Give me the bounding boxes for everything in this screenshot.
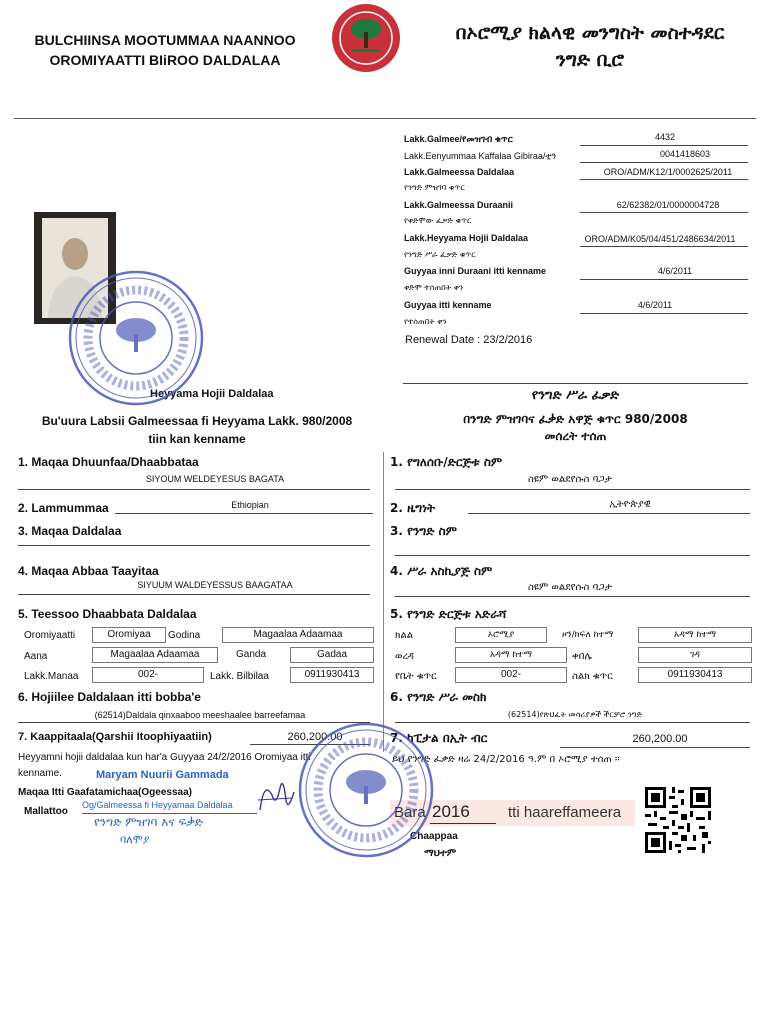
renewal-year-line [430, 823, 496, 824]
field5-am-label: 5. የንግድ ድርጅቱ አድራሻ [390, 607, 507, 621]
addr-house-label: Lakk.Manaa [24, 671, 79, 682]
officer-title-am1: የንግድ ምዝገባ እና ፍቃድ [94, 815, 203, 829]
field7-label: 7. Kaappitaala(Qarshii Itoophiyaatiin) [18, 731, 212, 743]
issue-statement-line1: Heyyamni hojii daldalaa kun har'a Guyyaa 24/2/2016 Oromiyaa itti [18, 752, 311, 763]
am-house-label: የቤት ቁጥር [395, 671, 437, 682]
qr-code [642, 784, 714, 856]
addr-ganda-label: Ganda [236, 649, 267, 660]
field7-am-label: 7. ካፒታል በኢት ብር [390, 731, 488, 745]
oromia-emblem-logo [330, 2, 402, 74]
issue-date-line [580, 313, 748, 314]
header-right [420, 20, 760, 74]
am-zone-label: ዞን/ክፍለ ከተማ [562, 630, 614, 640]
am-region-value: ኦሮሚያ [455, 627, 547, 643]
field3-label: 3. Maqaa Daldalaa [18, 524, 122, 538]
reg-number-value: 4432 [654, 132, 676, 142]
field6-am-label: 6. የንግድ ሥራ መስክ [390, 690, 487, 704]
field2-value: Ethiopian [231, 500, 269, 510]
first-issue-date-label: Guyyaa inni Duraani itti kenname [404, 266, 547, 276]
renewal-suffix: tti haareffameera [508, 804, 622, 821]
license-number-line [580, 246, 748, 247]
field5-label: 5. Teessoo Dhaabbata Daldalaa [18, 607, 197, 621]
field4-am-value: ስዩም ወልደየሱስ ባጋታ [528, 582, 612, 593]
field2-am-line [468, 513, 750, 514]
officer-title-am2: ባለሞያ [120, 833, 150, 846]
am-kebele-label: ቀበሌ [572, 651, 592, 662]
official-seal-stamp-bottom [296, 720, 436, 860]
issue-date-am-label: የተሰጠበት ቀን [404, 317, 447, 326]
issue-date-value: 4/6/2011 [637, 300, 673, 310]
reg-number-label: Lakk.Galmee/የመዝገብ ቁጥር [404, 134, 513, 144]
header-left-line2: OROMIYAATTI BIiROO DALDALAA [49, 52, 281, 68]
field1-am-label: 1. የግለሰቡ/ድርጅቱ ስም [390, 455, 503, 469]
header-right-line1: በኦሮሚያ ክልላዊ መንግስት መስተዳደር [455, 22, 725, 44]
field1-am-value: ስዩም ወልደየሱስ ባጋታ [528, 474, 612, 485]
renewal-date-label: Renewal Date : [405, 334, 481, 346]
addr-oromiyaatti-label: Oromiyaatti [24, 630, 76, 641]
right-title: የንግድ ሥራ ፈቃድ [531, 388, 620, 403]
am-woreda-value: አዳማ ከተማ [455, 647, 567, 663]
renewal-date [405, 334, 532, 346]
field3-line [18, 545, 370, 546]
field4-line [18, 594, 370, 595]
prev-reg-am-label: የቀድሞው ፈቃድ ቁጥር [404, 216, 472, 225]
field4-am-label: 4. ሥራ አስኪያጅ ስም [390, 564, 493, 578]
officer-title-line [82, 813, 257, 814]
field1-line [18, 489, 370, 490]
addr-phone-label: Lakk. Bilbilaa [210, 671, 269, 682]
prev-reg-label: Lakk.Galmeessa Duraanii [404, 200, 514, 210]
field1-am-line [395, 489, 750, 490]
renewal-date-value: 23/2/2016 [483, 334, 533, 346]
field1-value: SIYOUM WELDEYESUS BAGATA [145, 474, 285, 484]
addr-godina-label: Godina [168, 630, 201, 641]
am-phone-label: ስልክ ቁጥር [572, 671, 613, 682]
field6-am-line [395, 722, 750, 723]
trade-reg-value: ORO/ADM/K12/1/0002625/2011 [603, 167, 733, 177]
left-subtitle [14, 412, 380, 448]
header-right-line2: ንግድ ቢሮ [555, 49, 625, 71]
official-seal-stamp-top [66, 268, 206, 408]
field2-label: 2. Lammummaa [18, 501, 109, 515]
am-kebele-value: ገዳ [638, 647, 752, 663]
field7-am-line [560, 747, 750, 748]
first-issue-date-line [580, 279, 748, 280]
renewal-bara: Bara [394, 804, 426, 821]
field6-value: (62514)Daldala qinxaaboo meeshaalee barreefamaa [94, 710, 306, 720]
reg-number-line [580, 145, 748, 146]
right-title-line [403, 383, 748, 384]
am-zone-value: አዳማ ከተማ [638, 627, 752, 643]
first-issue-date-value: 4/6/2011 [657, 266, 693, 276]
license-number-am-label: የንግድ ሥራ ፈቃድ ቁጥር [404, 250, 476, 259]
field4-label: 4. Maqaa Abbaa Taayitaa [18, 564, 159, 578]
right-subtitle-line2: መሰረት ተሰጠ [544, 429, 607, 443]
center-divider [383, 452, 384, 752]
officer-signature [250, 770, 300, 820]
prev-reg-value: 62/62382/01/0000004728 [616, 200, 720, 210]
addr-kebele-value: Gadaa [290, 647, 374, 663]
issue-date-label: Guyyaa itti kenname [404, 300, 492, 310]
right-subtitle [403, 411, 748, 445]
officer-title: Og/Galmeessa fi Heyyamaa Daldalaa [82, 800, 233, 810]
field6-label: 6. Hojiilee Daldalaan itti bobba'e [18, 690, 201, 704]
addr-phone-value: 0911930413 [290, 667, 374, 683]
header-divider [14, 118, 756, 119]
am-woreda-label: ወረዳ [395, 651, 414, 662]
seal-label: Chaappaa [410, 831, 458, 842]
seal-am-label: ማህተም [424, 848, 457, 859]
left-subtitle-line1: Bu'uura Labsii Galmeessaa fi Heyyama Lakk. 980/2008 [41, 414, 353, 428]
addr-aana-label: Aana [24, 651, 48, 662]
header-left-line1: BULCHIINSA MOOTUMMAA NAANNOO [34, 32, 296, 48]
tin-line [580, 162, 748, 163]
am-house-value: 002- [455, 667, 567, 683]
trade-reg-label: Lakk.Galmeessa Daldalaa [404, 167, 515, 177]
am-region-label: ክልል [395, 630, 414, 641]
header-left [20, 30, 310, 70]
field7-value: 260,200.00 [287, 731, 343, 743]
field7-am-value: 260,200.00 [632, 733, 688, 745]
addr-district-value: Magaalaa Adaamaa [92, 647, 218, 663]
signature-label: Mallattoo [24, 806, 68, 817]
issue-statement-line2: kenname. [18, 768, 62, 779]
field6-am-value: (62514)የጽህፈት መሳሪያዎች ችርቻሮ ንግድ [507, 710, 643, 719]
tin-value: 0041418603 [659, 149, 711, 159]
renewal-year: 2016 [432, 802, 470, 821]
field2-line [115, 513, 373, 514]
prev-reg-line [580, 212, 748, 213]
officer-name-label: Maqaa Itti Gaafatamichaa(Ogeessaa) [18, 787, 192, 798]
trade-reg-line [580, 179, 748, 180]
addr-house-value: 002- [92, 667, 204, 683]
field4-am-line [395, 596, 750, 597]
field3-am-line [395, 555, 750, 556]
am-phone-value: 0911930413 [638, 667, 752, 683]
first-issue-date-am-label: ቀድሞ ተሰጠበት ቀን [404, 283, 464, 292]
left-title: Heyyama Hojii Daldalaa [150, 388, 274, 400]
addr-zone-value: Magaalaa Adaamaa [222, 627, 374, 643]
field3-am-label: 3. የንግድ ስም [390, 524, 457, 538]
addr-region-value: Oromiyaa [92, 627, 166, 643]
field1-label: 1. Maqaa Dhuunfaa/Dhaabbataa [18, 455, 199, 469]
trade-reg-am-label: የንግድ ምዝገባ ቁጥር [404, 183, 465, 192]
tin-label: Lakk.Eenyummaa Kaffalaa Gibiraa/ቲን [404, 151, 557, 161]
right-subtitle-line1: በንግድ ምዝገባና ፈቃድ አዋጅ ቁጥር 980/2008 [463, 412, 688, 426]
officer-name: Maryam Nuurii Gammada [96, 769, 229, 781]
left-subtitle-line2: tiin kan kenname [148, 432, 246, 446]
field4-value: SIYUUM WALDEYESSUS BAAGATAA [137, 580, 293, 590]
license-number-value: ORO/ADM/K05/04/451/2486634/2011 [584, 234, 736, 244]
field2-am-value: ኢትዮጵያዊ [609, 499, 651, 510]
field2-am-label: 2. ዜግነት [390, 501, 436, 515]
issue-statement-am: ይህ የንግድ ፈቃድ ዛሬ 24/2/2016 ዓ.ም በ ኦሮሚያ ተሰጠ ። [392, 754, 620, 765]
license-number-label: Lakk.Heyyama Hojii Daldalaa [404, 233, 529, 243]
